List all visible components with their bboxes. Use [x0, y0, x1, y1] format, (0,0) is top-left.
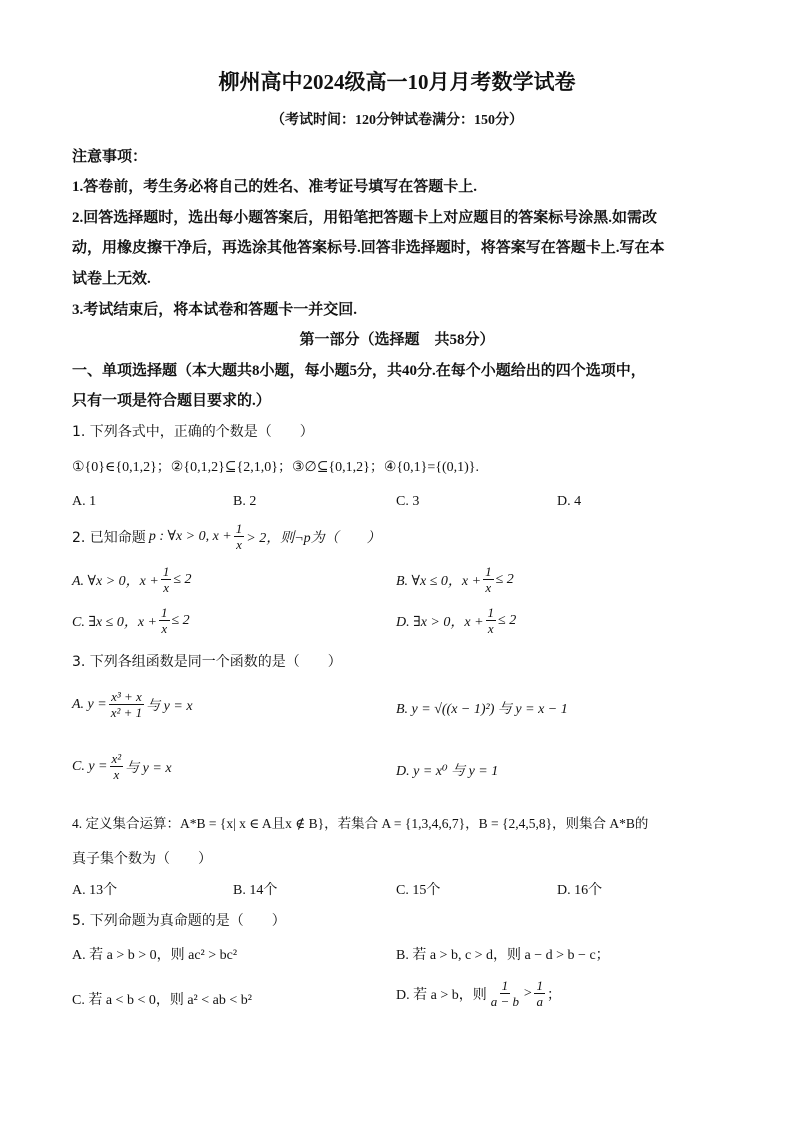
q5-option-b: B. 若 a > b, c > d，则 a − d > b − c；: [396, 948, 610, 963]
q1-items: ①{0}∈{0,1,2}；②{0,1,2}⊆{2,1,0}；③∅⊆{0,1,2}；④{0,1}={(0,1)}.: [72, 460, 480, 475]
q3-option-c: C. y = $\frac{\text{x²}}{x}$ 与 y = x: [72, 751, 172, 782]
q2-option-d: D. ∃x > 0，x + $\frac{1}{x}$ ≤ 2: [396, 605, 517, 636]
q5-stem: 5. 下列命题为真命题的是（ ）: [72, 913, 286, 929]
q2-option-c: C. ∃x ≤ 0，x + $\frac{1}{x}$ ≤ 2: [72, 605, 190, 636]
q3-option-a: A. y = $\frac{\text{x³ + x}}{\text{x² + 1}}$ 与 y = x: [72, 689, 193, 720]
q2-option-c-fraction: $\frac{1}{x}$: [161, 605, 168, 636]
note-2-line-3: 试卷上无效.: [72, 271, 151, 287]
q2-stem-suffix: > 2，则¬p为（ ）: [246, 530, 381, 546]
q4-option-a: A. 13个: [72, 883, 118, 898]
q2-stem-prefix: 2. 已知命题: [72, 529, 146, 546]
q5-option-d: D. 若 a > b，则 $\frac{1}{a - b}$ > $\frac{1}{a}$ ；: [396, 978, 561, 1009]
q2-stem-fraction: $\frac{1}{x}$: [235, 521, 243, 552]
q4-option-c: C. 15个: [396, 883, 441, 898]
q1-option-d: D. 4: [557, 494, 582, 509]
note-3: 3.考试结束后，将本试卷和答题卡一并交回.: [72, 302, 358, 318]
q1-option-b: B. 2: [233, 494, 257, 509]
section-instructions-line-2: 只有一项是符合题目要求的.）: [72, 393, 271, 409]
q3-option-d: D. y = x⁰ 与 y = 1: [396, 764, 499, 779]
notes-heading: 注意事项：: [72, 149, 148, 165]
q2-option-b-fraction: $\frac{1}{x}$: [485, 564, 492, 595]
q5-option-c: C. 若 a < b < 0，则 a² < ab < b²: [72, 993, 252, 1008]
q5-option-d-fraction-right: $\frac{1}{a}$: [536, 978, 543, 1009]
q4-option-b: B. 14个: [233, 883, 278, 898]
section-instructions-line-1: 一、单项选择题（本大题共8小题，每小题5分，共40分.在每个小题给出的四个选项中，: [72, 363, 646, 379]
q2-option-d-fraction: $\frac{1}{x}$: [487, 605, 495, 636]
q5-option-a: A. 若 a > b > 0，则 ac² > bc²: [72, 948, 238, 963]
q1-stem: 1. 下列各式中，正确的个数是（ ）: [72, 424, 314, 440]
q3-option-c-fraction: $\frac{\text{x²}}{x}$: [111, 751, 122, 782]
exam-subtitle: （考试时间：120分钟试卷满分：150分）: [271, 113, 523, 128]
q2-stem-proposition: p : ∀x > 0, x +: [148, 529, 232, 544]
part1-heading: 第一部分（选择题 共58分）: [299, 332, 495, 348]
q4-option-d: D. 16个: [557, 883, 603, 898]
q2-option-a-fraction: $\frac{1}{x}$: [162, 564, 170, 595]
q4-stem-line-2: 真子集个数为（ ）: [72, 851, 212, 867]
exam-title: 柳州高中2024级高一10月月考数学试卷: [218, 70, 576, 94]
q1-option-c: C. 3: [396, 494, 420, 509]
q5-option-d-fraction-left: $\frac{1}{a - b}$: [490, 978, 520, 1009]
note-1: 1.答卷前，考生务必将自己的姓名、准考证号填写在答题卡上.: [72, 179, 478, 195]
q3-stem: 3. 下列各组函数是同一个函数的是（ ）: [72, 654, 342, 670]
q2-stem: [72, 522, 381, 551]
note-2-line-2: 动，用橡皮擦干净后，再选涂其他答案标号.回答非选择题时，将答案写在答题卡上.写在本: [72, 240, 665, 256]
q2-option-a: A. ∀x > 0，x + $\frac{1}{x}$ ≤ 2: [72, 564, 192, 595]
q4-stem-line-1: 4. 定义集合运算：A*B = {x| x ∈ A且x ∉ B}，若集合 A = {1,3,4,6,7}，B = {2,4,5,8}，则集合 A*B的: [72, 816, 649, 831]
q2-option-b: B. ∀x ≤ 0，x + $\frac{1}{x}$ ≤ 2: [396, 564, 514, 595]
note-2-line-1: 2.回答选择题时，选出每小题答案后，用铅笔把答题卡上对应题目的答案标号涂黑.如需改: [72, 210, 658, 226]
q1-option-a: A. 1: [72, 494, 97, 509]
q3-option-b: B. y = √((x − 1)²) 与 y = x − 1: [396, 702, 568, 717]
q3-option-a-fraction: $\frac{\text{x³ + x}}{\text{x² + 1}}$: [110, 689, 143, 720]
